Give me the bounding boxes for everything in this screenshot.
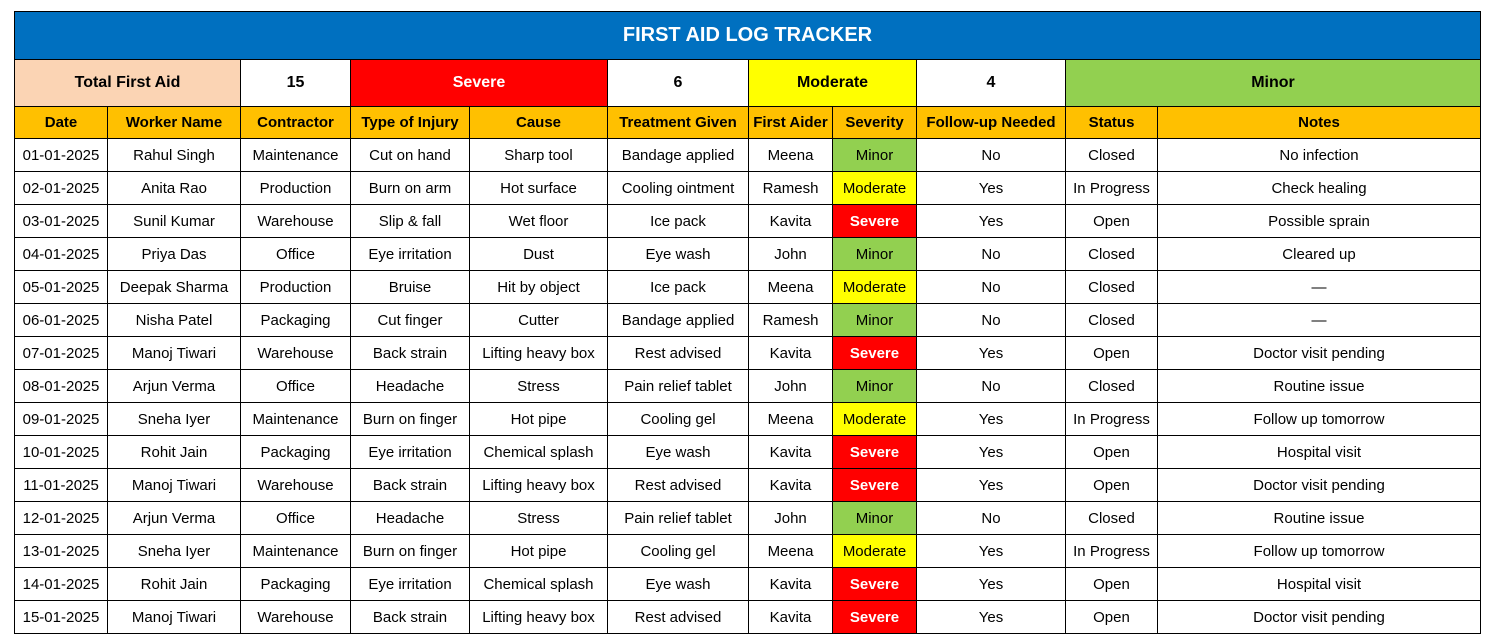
column-header-notes[interactable]: Notes [1158,107,1481,139]
cell-contractor[interactable]: Office [241,370,351,403]
cell-type-of-injury[interactable]: Slip & fall [351,205,470,238]
cell-status[interactable]: Closed [1066,238,1158,271]
cell-cause[interactable]: Stress [470,370,608,403]
cell-contractor[interactable]: Packaging [241,568,351,601]
cell-worker-name[interactable]: Rohit Jain [108,436,241,469]
column-header-status[interactable]: Status [1066,107,1158,139]
table-row [15,271,1481,304]
cell-type-of-injury[interactable]: Burn on finger [351,403,470,436]
cell-contractor[interactable]: Maintenance [241,403,351,436]
cell-contractor[interactable]: Warehouse [241,601,351,634]
cell-worker-name[interactable]: Deepak Sharma [108,271,241,304]
cell-follow-up-needed[interactable]: Yes [917,337,1066,370]
cell-type-of-injury[interactable]: Eye irritation [351,568,470,601]
cell-treatment-given[interactable]: Eye wash [608,568,749,601]
title-row [15,12,1481,60]
cell-worker-name[interactable]: Manoj Tiwari [108,469,241,502]
table-row [15,568,1481,601]
cell-treatment-given[interactable]: Ice pack [608,271,749,304]
column-header-type-of-injury[interactable]: Type of Injury [351,107,470,139]
cell-status[interactable]: Open [1066,205,1158,238]
cell-notes[interactable]: Follow up tomorrow [1158,403,1481,436]
cell-severity[interactable]: Minor [833,502,917,535]
cell-date[interactable]: 13-01-2025 [15,535,108,568]
cell-status[interactable]: Open [1066,568,1158,601]
cell-worker-name[interactable]: Sneha Iyer [108,535,241,568]
cell-severity[interactable]: Severe [833,601,917,634]
cell-cause[interactable]: Wet floor [470,205,608,238]
cell-treatment-given[interactable]: Cooling ointment [608,172,749,205]
cell-status[interactable]: Closed [1066,271,1158,304]
cell-contractor[interactable]: Office [241,502,351,535]
cell-date[interactable]: 11-01-2025 [15,469,108,502]
column-header-date[interactable]: Date [15,107,108,139]
table-row [15,172,1481,205]
cell-treatment-given[interactable]: Pain relief tablet [608,370,749,403]
cell-notes[interactable]: No infection [1158,139,1481,172]
cell-contractor[interactable]: Warehouse [241,469,351,502]
cell-follow-up-needed[interactable]: Yes [917,436,1066,469]
total-first-aid-value[interactable]: 15 [241,60,351,107]
cell-notes[interactable]: Hospital visit [1158,436,1481,469]
cell-date[interactable]: 07-01-2025 [15,337,108,370]
cell-status[interactable]: Open [1066,601,1158,634]
cell-first-aider[interactable]: Ramesh [749,304,833,337]
column-header-row [15,107,1481,139]
cell-date[interactable]: 03-01-2025 [15,205,108,238]
cell-type-of-injury[interactable]: Burn on arm [351,172,470,205]
cell-first-aider[interactable]: Meena [749,139,833,172]
cell-severity[interactable]: Severe [833,337,917,370]
table-row [15,403,1481,436]
table-row [15,502,1481,535]
cell-first-aider[interactable]: Meena [749,535,833,568]
table-row [15,205,1481,238]
cell-first-aider[interactable]: Meena [749,271,833,304]
table-row [15,304,1481,337]
cell-cause[interactable]: Hot pipe [470,403,608,436]
severe-count[interactable]: 6 [608,60,749,107]
cell-cause[interactable]: Hit by object [470,271,608,304]
cell-cause[interactable]: Chemical splash [470,436,608,469]
cell-treatment-given[interactable]: Bandage applied [608,139,749,172]
cell-worker-name[interactable]: Sunil Kumar [108,205,241,238]
cell-cause[interactable]: Stress [470,502,608,535]
cell-follow-up-needed[interactable]: No [917,502,1066,535]
cell-status[interactable]: Closed [1066,502,1158,535]
cell-contractor[interactable]: Office [241,238,351,271]
severe-label[interactable]: Severe [351,60,608,107]
cell-follow-up-needed[interactable]: Yes [917,568,1066,601]
column-header-treatment-given[interactable]: Treatment Given [608,107,749,139]
cell-cause[interactable]: Lifting heavy box [470,469,608,502]
cell-severity[interactable]: Moderate [833,403,917,436]
cell-contractor[interactable]: Packaging [241,436,351,469]
cell-treatment-given[interactable]: Cooling gel [608,403,749,436]
cell-notes[interactable]: Cleared up [1158,238,1481,271]
cell-date[interactable]: 05-01-2025 [15,271,108,304]
cell-treatment-given[interactable]: Ice pack [608,205,749,238]
summary-row [15,60,1481,107]
cell-contractor[interactable]: Maintenance [241,139,351,172]
cell-worker-name[interactable]: Arjun Verma [108,502,241,535]
cell-treatment-given[interactable]: Rest advised [608,601,749,634]
cell-notes[interactable]: Routine issue [1158,370,1481,403]
cell-severity[interactable]: Severe [833,205,917,238]
total-first-aid-label[interactable]: Total First Aid [15,60,241,107]
cell-follow-up-needed[interactable]: Yes [917,469,1066,502]
cell-worker-name[interactable]: Anita Rao [108,172,241,205]
table-row [15,337,1481,370]
cell-date[interactable]: 06-01-2025 [15,304,108,337]
cell-status[interactable]: Open [1066,469,1158,502]
cell-first-aider[interactable]: John [749,370,833,403]
cell-follow-up-needed[interactable]: No [917,271,1066,304]
table-row [15,601,1481,634]
cell-date[interactable]: 02-01-2025 [15,172,108,205]
cell-date[interactable]: 15-01-2025 [15,601,108,634]
cell-type-of-injury[interactable]: Bruise [351,271,470,304]
cell-cause[interactable]: Dust [470,238,608,271]
cell-status[interactable]: Open [1066,436,1158,469]
cell-cause[interactable]: Lifting heavy box [470,337,608,370]
cell-first-aider[interactable]: John [749,238,833,271]
cell-follow-up-needed[interactable]: No [917,304,1066,337]
cell-type-of-injury[interactable]: Headache [351,502,470,535]
cell-cause[interactable]: Cutter [470,304,608,337]
moderate-label[interactable]: Moderate [749,60,917,107]
cell-notes[interactable]: — [1158,271,1481,304]
cell-date[interactable]: 04-01-2025 [15,238,108,271]
cell-type-of-injury[interactable]: Burn on finger [351,535,470,568]
cell-type-of-injury[interactable]: Back strain [351,469,470,502]
cell-severity[interactable]: Severe [833,469,917,502]
cell-first-aider[interactable]: Kavita [749,469,833,502]
cell-notes[interactable]: Doctor visit pending [1158,601,1481,634]
cell-follow-up-needed[interactable]: Yes [917,172,1066,205]
column-header-worker-name[interactable]: Worker Name [108,107,241,139]
cell-severity[interactable]: Moderate [833,172,917,205]
cell-date[interactable]: 14-01-2025 [15,568,108,601]
cell-treatment-given[interactable]: Eye wash [608,238,749,271]
cell-first-aider[interactable]: Kavita [749,568,833,601]
first-aid-log-table [14,11,1481,634]
cell-notes[interactable]: Routine issue [1158,502,1481,535]
cell-type-of-injury[interactable]: Cut on hand [351,139,470,172]
cell-first-aider[interactable]: Ramesh [749,172,833,205]
cell-worker-name[interactable]: Rahul Singh [108,139,241,172]
cell-severity[interactable]: Minor [833,238,917,271]
cell-treatment-given[interactable]: Eye wash [608,436,749,469]
cell-notes[interactable]: — [1158,304,1481,337]
cell-type-of-injury[interactable]: Headache [351,370,470,403]
cell-first-aider[interactable]: Kavita [749,601,833,634]
cell-severity[interactable]: Minor [833,370,917,403]
cell-follow-up-needed[interactable]: No [917,139,1066,172]
cell-severity[interactable]: Moderate [833,535,917,568]
cell-worker-name[interactable]: Sneha Iyer [108,403,241,436]
cell-first-aider[interactable]: Kavita [749,436,833,469]
cell-treatment-given[interactable]: Rest advised [608,337,749,370]
cell-first-aider[interactable]: Meena [749,403,833,436]
cell-type-of-injury[interactable]: Eye irritation [351,238,470,271]
cell-notes[interactable]: Follow up tomorrow [1158,535,1481,568]
cell-worker-name[interactable]: Priya Das [108,238,241,271]
cell-notes[interactable]: Doctor visit pending [1158,469,1481,502]
cell-first-aider[interactable]: Kavita [749,337,833,370]
cell-status[interactable]: Closed [1066,304,1158,337]
column-header-contractor[interactable]: Contractor [241,107,351,139]
table-row [15,436,1481,469]
table-row [15,370,1481,403]
cell-status[interactable]: Closed [1066,139,1158,172]
cell-severity[interactable]: Minor [833,304,917,337]
cell-notes[interactable]: Doctor visit pending [1158,337,1481,370]
cell-worker-name[interactable]: Manoj Tiwari [108,337,241,370]
cell-worker-name[interactable]: Rohit Jain [108,568,241,601]
table-row [15,238,1481,271]
cell-notes[interactable]: Hospital visit [1158,568,1481,601]
cell-treatment-given[interactable]: Pain relief tablet [608,502,749,535]
cell-follow-up-needed[interactable]: Yes [917,535,1066,568]
cell-worker-name[interactable]: Manoj Tiwari [108,601,241,634]
table-body [15,139,1481,634]
cell-follow-up-needed[interactable]: Yes [917,601,1066,634]
cell-treatment-given[interactable]: Rest advised [608,469,749,502]
table-row [15,535,1481,568]
cell-date[interactable]: 12-01-2025 [15,502,108,535]
cell-notes[interactable]: Possible sprain [1158,205,1481,238]
column-header-severity[interactable]: Severity [833,107,917,139]
cell-cause[interactable]: Chemical splash [470,568,608,601]
cell-follow-up-needed[interactable]: Yes [917,205,1066,238]
cell-status[interactable]: Open [1066,337,1158,370]
cell-type-of-injury[interactable]: Cut finger [351,304,470,337]
cell-contractor[interactable]: Maintenance [241,535,351,568]
column-header-first-aider[interactable]: First Aider [749,107,833,139]
cell-status[interactable]: Closed [1066,370,1158,403]
cell-status[interactable]: In Progress [1066,403,1158,436]
cell-type-of-injury[interactable]: Back strain [351,337,470,370]
cell-status[interactable]: In Progress [1066,172,1158,205]
cell-cause[interactable]: Hot surface [470,172,608,205]
column-header-follow-up-needed[interactable]: Follow-up Needed [917,107,1066,139]
cell-first-aider[interactable]: Kavita [749,205,833,238]
cell-cause[interactable]: Lifting heavy box [470,601,608,634]
cell-status[interactable]: In Progress [1066,535,1158,568]
cell-contractor[interactable]: Production [241,271,351,304]
cell-contractor[interactable]: Packaging [241,304,351,337]
cell-date[interactable]: 09-01-2025 [15,403,108,436]
cell-follow-up-needed[interactable]: No [917,238,1066,271]
cell-severity[interactable]: Severe [833,436,917,469]
cell-notes[interactable]: Check healing [1158,172,1481,205]
cell-cause[interactable]: Sharp tool [470,139,608,172]
cell-follow-up-needed[interactable]: Yes [917,403,1066,436]
column-header-cause[interactable]: Cause [470,107,608,139]
sheet-title[interactable]: FIRST AID LOG TRACKER [15,12,1481,60]
table-row [15,139,1481,172]
moderate-count[interactable]: 4 [917,60,1066,107]
cell-severity[interactable]: Moderate [833,271,917,304]
cell-follow-up-needed[interactable]: No [917,370,1066,403]
cell-type-of-injury[interactable]: Eye irritation [351,436,470,469]
cell-type-of-injury[interactable]: Back strain [351,601,470,634]
cell-first-aider[interactable]: John [749,502,833,535]
minor-label[interactable]: Minor [1066,60,1481,107]
cell-worker-name[interactable]: Nisha Patel [108,304,241,337]
cell-contractor[interactable]: Production [241,172,351,205]
cell-treatment-given[interactable]: Cooling gel [608,535,749,568]
cell-treatment-given[interactable]: Bandage applied [608,304,749,337]
cell-date[interactable]: 10-01-2025 [15,436,108,469]
cell-severity[interactable]: Severe [833,568,917,601]
cell-worker-name[interactable]: Arjun Verma [108,370,241,403]
table-row [15,469,1481,502]
cell-date[interactable]: 08-01-2025 [15,370,108,403]
cell-date[interactable]: 01-01-2025 [15,139,108,172]
cell-cause[interactable]: Hot pipe [470,535,608,568]
cell-contractor[interactable]: Warehouse [241,205,351,238]
cell-contractor[interactable]: Warehouse [241,337,351,370]
cell-severity[interactable]: Minor [833,139,917,172]
